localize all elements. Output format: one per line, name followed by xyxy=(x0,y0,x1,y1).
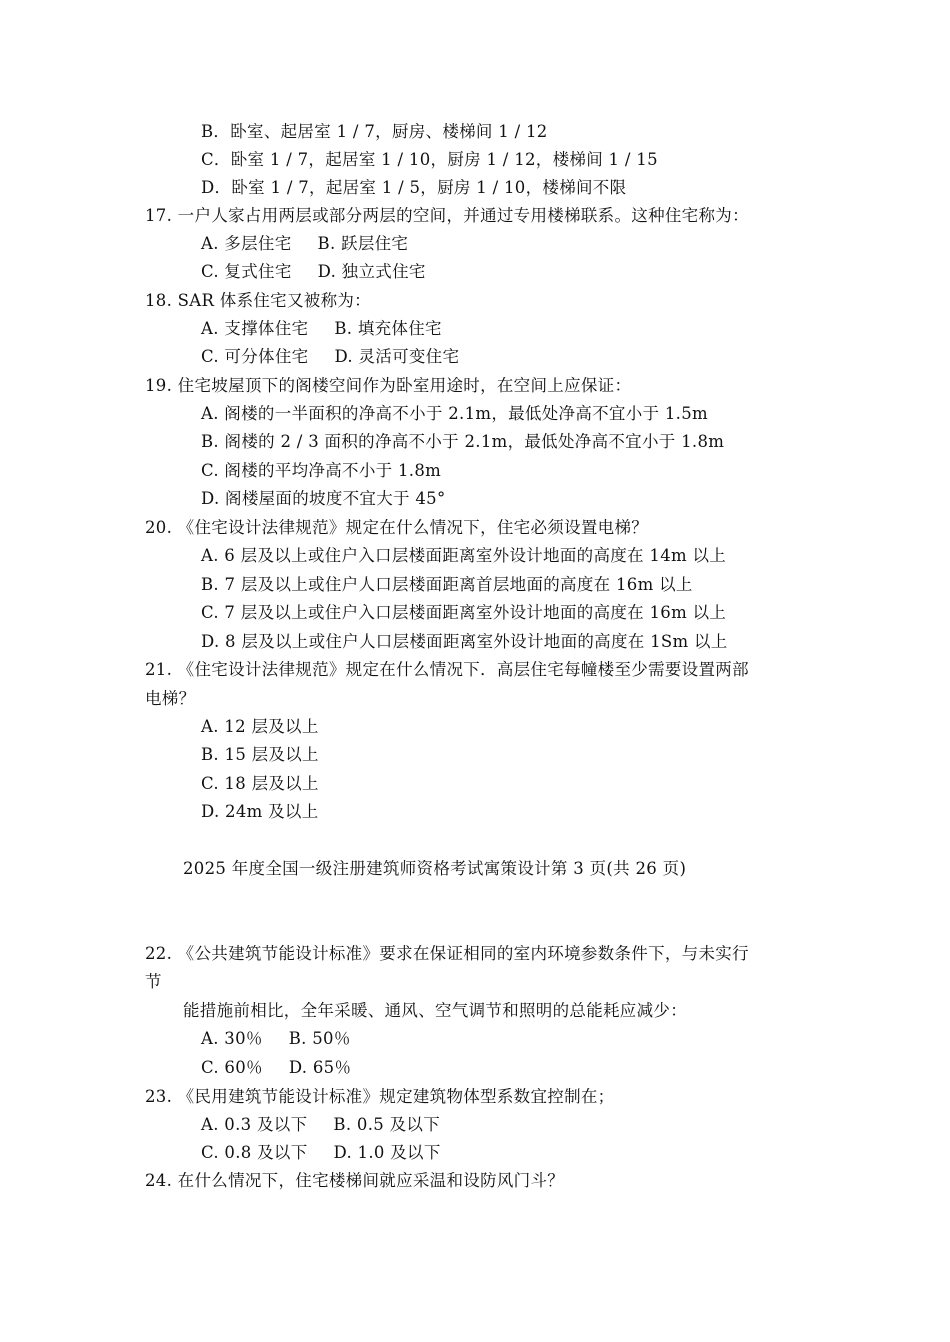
q16-option-d: D．卧室 1 / 7，起居室 1 / 5，厨房 1 / 10，楼梯间不限 xyxy=(201,178,627,197)
q22-options-row1 xyxy=(201,1025,351,1053)
q21-option-b: B. 15 层及以上 xyxy=(201,745,319,764)
q19-option-a: A. 阁楼的一半面积的净高不小于 2.1m，最低处净高不宜小于 1.5m xyxy=(201,404,708,423)
q18-option-c: C. 可分体住宅 xyxy=(201,347,309,366)
q19-option-b: B. 阁楼的 2 / 3 面积的净高不小于 2.1m，最低处净高不宜小于 1.8m xyxy=(201,432,725,451)
q18-option-a: A. 支撑体住宅 xyxy=(201,319,309,338)
q23-text: 23. 《民用建筑节能设计标准》规定建筑物体型系数宜控制在； xyxy=(145,1087,615,1106)
q22-options-row2 xyxy=(201,1054,351,1082)
q18-text: 18. SAR 体系住宅又被称为： xyxy=(145,291,371,310)
q23-options-row1 xyxy=(201,1111,440,1139)
q22-option-a: A. 30％ xyxy=(201,1029,263,1048)
q17-options-row2 xyxy=(201,258,426,286)
page-footer: 2025 年度全国一级注册建筑师资格考试寓策设计第 3 页(共 26 页) xyxy=(183,859,687,878)
q24-text: 24. 在什么情况下，住宅楼梯间就应采温和设防风门斗？ xyxy=(145,1171,565,1190)
q21-option-a: A. 12 层及以上 xyxy=(201,717,319,736)
q21-option-c: C. 18 层及以上 xyxy=(201,774,319,793)
q20-option-d: D. 8 层及以上或住户人口层楼面距离室外设计地面的高度在 1Sm 以上 xyxy=(201,632,728,651)
q23-options-row2 xyxy=(201,1139,441,1167)
q21-text-line1: 21. 《住宅设计法律规范》规定在什么情况下．高层住宅每幢楼至少需要设置两部 xyxy=(145,660,749,679)
q17-option-c: C. 复式住宅 xyxy=(201,262,292,281)
q18-options-row2 xyxy=(201,343,459,371)
q21-text-line2: 电梯？ xyxy=(145,689,196,708)
q19-option-c: C. 阁楼的平均净高不小于 1.8m xyxy=(201,461,442,480)
q22-text-line3: 能措施前相比，全年采暖、通风、空气调节和照明的总能耗应减少： xyxy=(183,1001,687,1020)
q18-option-d: D. 灵活可变住宅 xyxy=(334,347,460,366)
q23-option-a: A. 0.3 及以下 xyxy=(201,1115,308,1134)
q20-option-b: B. 7 层及以上或住户人口层楼面距离首层地面的高度在 16m 以上 xyxy=(201,575,693,594)
q17-option-a: A. 多层住宅 xyxy=(201,234,292,253)
q22-option-c: C. 60％ xyxy=(201,1058,263,1077)
q22-text-line2: 节 xyxy=(145,972,162,991)
q22-option-d: D. 65％ xyxy=(288,1058,352,1077)
q16-option-b: B．卧室、起居室 1 / 7，厨房、楼梯间 1 / 12 xyxy=(201,122,548,141)
q22-option-b: B. 50％ xyxy=(288,1029,351,1048)
q17-text: 17. 一户人家占用两层或部分两层的空间，并通过专用楼梯联系。这种住宅称为： xyxy=(145,206,749,225)
q17-option-d: D. 独立式住宅 xyxy=(317,262,426,281)
q16-option-c: C．卧室 1 / 7，起居室 1 / 10，厨房 1 / 12，楼梯间 1 / 15 xyxy=(201,150,658,169)
q20-option-c: C. 7 层及以上或住户入口层楼面距离室外设计地面的高度在 16m 以上 xyxy=(201,603,727,622)
q18-options-row1 xyxy=(201,315,442,343)
q23-option-d: D. 1.0 及以下 xyxy=(333,1143,441,1162)
q21-option-d: D. 24m 及以上 xyxy=(201,802,319,821)
q20-text: 20. 《住宅设计法律规范》规定在什么情况下，住宅必须设置电梯？ xyxy=(145,518,649,537)
q19-option-d: D. 阁楼屋面的坡度不宜大于 45° xyxy=(201,489,446,508)
q20-option-a: A. 6 层及以上或住户入口层楼面距离室外设计地面的高度在 14m 以上 xyxy=(201,546,727,565)
q22-text-line1: 22. 《公共建筑节能设计标准》要求在保证相同的室内环境参数条件下，与未实行 xyxy=(145,944,749,963)
q19-text: 19. 住宅坡屋顶下的阁楼空间作为卧室用途时，在空间上应保证： xyxy=(145,376,632,395)
q23-option-b: B. 0.5 及以下 xyxy=(333,1115,441,1134)
q23-option-c: C. 0.8 及以下 xyxy=(201,1143,308,1162)
q18-option-b: B. 填充体住宅 xyxy=(334,319,442,338)
q17-option-b: B. 跃层住宅 xyxy=(317,234,409,253)
q17-options-row1 xyxy=(201,230,408,258)
